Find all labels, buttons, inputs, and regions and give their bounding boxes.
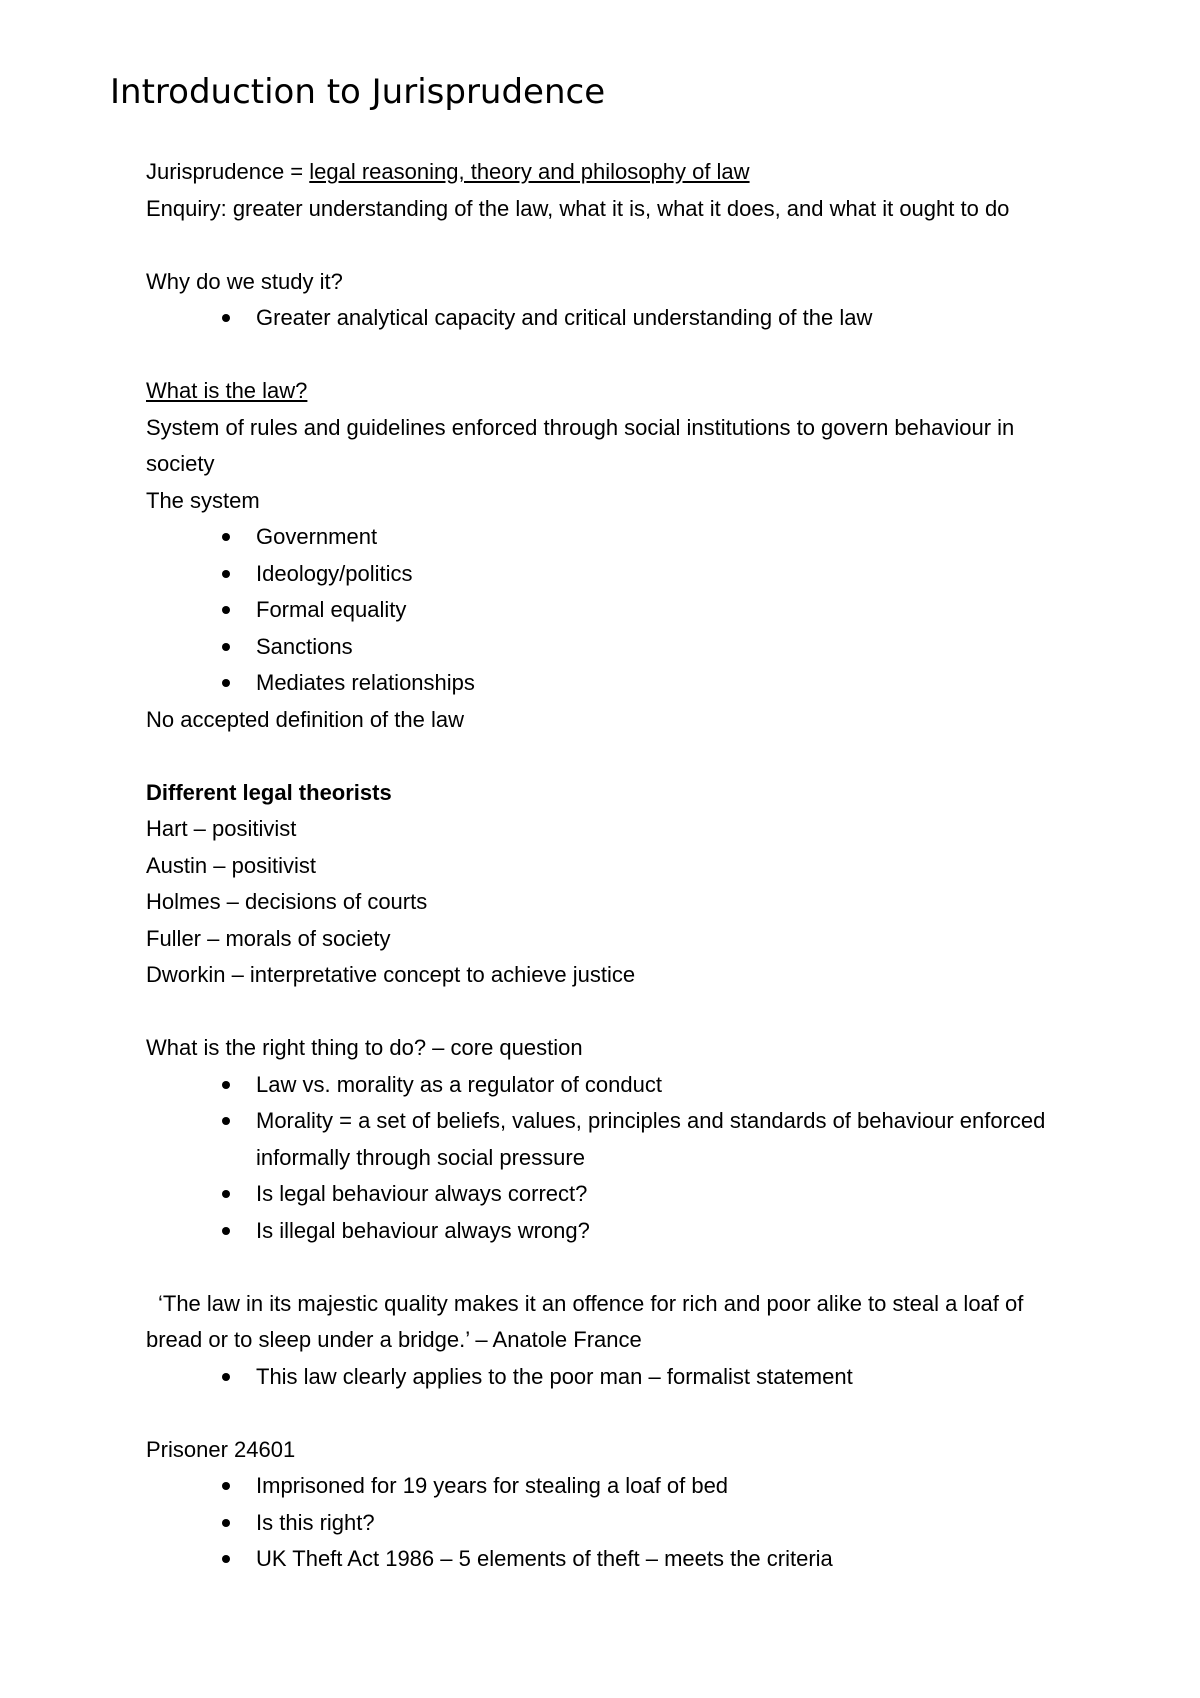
right-thing-heading: What is the right thing to do? – core question — [146, 1035, 583, 1060]
list-item — [146, 629, 1066, 666]
bullet-icon — [222, 570, 230, 578]
list-item-text: Is this right? — [256, 1509, 375, 1535]
list-item — [146, 1359, 1066, 1396]
right-thing-list — [146, 1067, 1066, 1250]
quote-text: ‘The law in its majestic quality makes it an offence for rich and poor alike to steal a loaf of bread or to sleep under a bridge.’ – Anatole France — [146, 1290, 1024, 1352]
definition-meaning: legal reasoning, theory and philosophy of law — [309, 159, 750, 184]
list-item-text: Law vs. morality as a regulator of conduct — [256, 1071, 662, 1097]
quote-list — [146, 1359, 1066, 1396]
spacer — [146, 1395, 1066, 1432]
list-item-text: Morality = a set of beliefs, values, principles and standards of behaviour enforced informally through social pressure — [256, 1108, 1046, 1170]
document-body — [146, 154, 1066, 1578]
list-item — [146, 1468, 1066, 1505]
theorists-heading: Different legal theorists — [146, 779, 392, 805]
prisoner-heading: Prisoner 24601 — [146, 1436, 296, 1462]
what-is-law-heading: What is the law? — [146, 378, 308, 403]
list-item — [146, 1505, 1066, 1542]
list-item-text: Formal equality — [256, 597, 407, 622]
list-item-text: Is legal behaviour always correct? — [256, 1181, 588, 1206]
list-item-text: Sanctions — [256, 633, 353, 659]
bullet-icon — [222, 679, 230, 687]
theorist-line: Austin – positivist — [146, 852, 316, 878]
list-item — [146, 519, 1066, 556]
bullet-icon — [222, 1519, 230, 1527]
list-item — [146, 665, 1066, 702]
why-study-list — [146, 300, 1066, 337]
bullet-icon — [222, 533, 230, 541]
bullet-icon — [222, 643, 230, 651]
list-item — [146, 300, 1066, 337]
list-item — [146, 1541, 1066, 1578]
spacer — [146, 994, 1066, 1031]
bullet-icon — [222, 1482, 230, 1490]
list-item-text: Ideology/politics — [256, 560, 413, 586]
spacer — [146, 337, 1066, 374]
theorist-line: Hart – positivist — [146, 816, 297, 841]
bullet-icon — [222, 1373, 230, 1381]
theorist-line: Holmes – decisions of courts — [146, 889, 428, 914]
bullet-icon — [222, 1227, 230, 1235]
system-list — [146, 519, 1066, 702]
list-item — [146, 1103, 1066, 1176]
list-item-text: Imprisoned for 19 years for stealing a loaf of bed — [256, 1473, 729, 1498]
prisoner-list — [146, 1468, 1066, 1578]
theorist-line: Dworkin – interpretative concept to achieve justice — [146, 962, 636, 987]
list-item-text: Is illegal behaviour always wrong? — [256, 1217, 590, 1243]
law-description: System of rules and guidelines enforced through social institutions to govern behaviour in society — [146, 414, 1015, 476]
spacer — [146, 227, 1066, 264]
list-item — [146, 592, 1066, 629]
spacer — [146, 1249, 1066, 1286]
definition-term: Jurisprudence = — [146, 159, 310, 184]
system-label: The system — [146, 487, 260, 513]
list-item — [146, 1213, 1066, 1250]
list-item-text: Mediates relationships — [256, 670, 475, 695]
list-item — [146, 1067, 1066, 1104]
list-item — [146, 556, 1066, 593]
list-item-text: This law clearly applies to the poor man – formalist statement — [256, 1363, 853, 1389]
list-item-text: UK Theft Act 1986 – 5 elements of theft – meets the criteria — [256, 1546, 833, 1571]
bullet-icon — [222, 1555, 230, 1563]
list-item-text: Greater analytical capacity and critical understanding of the law — [256, 305, 873, 330]
enquiry-text: Enquiry: greater understanding of the law, what it is, what it does, and what it ought to do — [146, 195, 1010, 221]
bullet-icon — [222, 1117, 230, 1125]
law-note: No accepted definition of the law — [146, 706, 464, 732]
bullet-icon — [222, 314, 230, 322]
list-item — [146, 1176, 1066, 1213]
bullet-icon — [222, 1081, 230, 1089]
bullet-icon — [222, 606, 230, 614]
definition-line — [146, 154, 1066, 191]
why-study-heading: Why do we study it? — [146, 268, 343, 294]
page-title: Introduction to Jurisprudence — [110, 72, 606, 112]
spacer — [146, 738, 1066, 775]
bullet-icon — [222, 1190, 230, 1198]
theorist-line: Fuller – morals of society — [146, 925, 391, 951]
list-item-text: Government — [256, 524, 378, 549]
